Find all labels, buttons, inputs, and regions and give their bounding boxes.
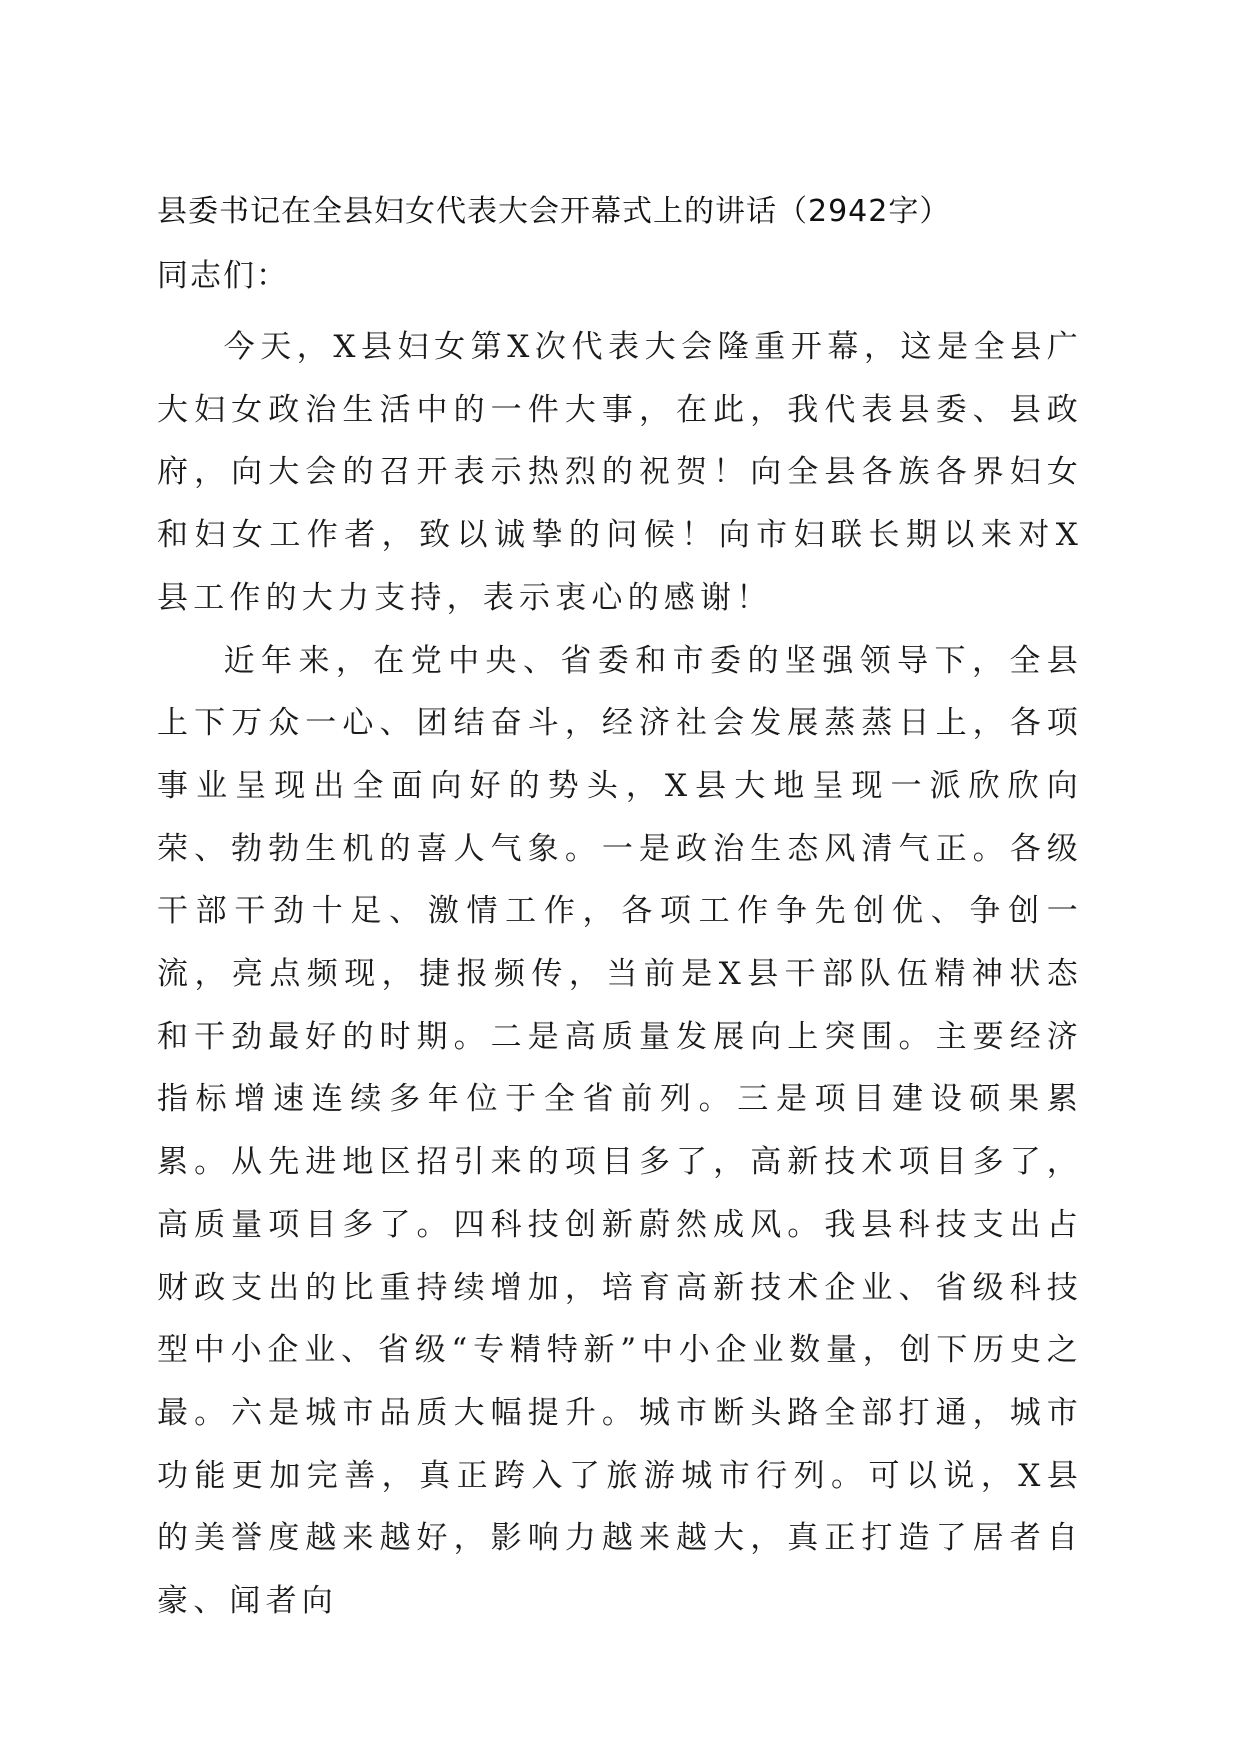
paragraph-achievements: 近年来，在党中央、省委和市委的坚强领导下，全县上下万众一心、团结奋斗，经济社会发展蒸蒸日上，各项事业呈现出全面向好的势头，X县大地呈现一派欣欣向荣、勃勃生机的喜人气象。一是政治生态风清气正。各级干部干劲十足、激情工作，各项工作争先创优、争创一流，亮点频现，捷报频传，当前是X县干部队伍精神状态和干劲最好的时期。二是高质量发展向上突围。主要经济指标增速连续多年位于全省前列。三是项目建设硕果累累。从先进地区招引来的项目多了，高新技术项目多了，高质量项目多了。四科技创新蔚然成风。我县科技支出占财政支出的比重持续增加，培育高新技术企业、省级科技型中小企业、省级“专精特新”中小企业数量，创下历史之最。六是城市品质大幅提升。城市断头路全部打通，城市功能更加完善，真正跨入了旅游城市行列。可以说，X县的美誉度越来越好，影响力越来越大，真正打造了居者自豪、闻者向: [157, 642, 1083, 1620]
document-body: [157, 316, 1083, 1633]
document-title: 县委书记在全县妇女代表大会开幕式上的讲话（2942字）: [157, 194, 951, 229]
paragraph-opening: 今天，X县妇女第X次代表大会隆重开幕，这是全县广大妇女政治生活中的一件大事，在此，我代表县委、县政府，向大会的召开表示热烈的祝贺！向全县各族各界妇女和妇女工作者，致以诚挚的问候！向市妇联长期以来对X县工作的大力支持，表示衷心的感谢！: [157, 329, 1083, 616]
salutation: 同志们：: [157, 258, 289, 294]
